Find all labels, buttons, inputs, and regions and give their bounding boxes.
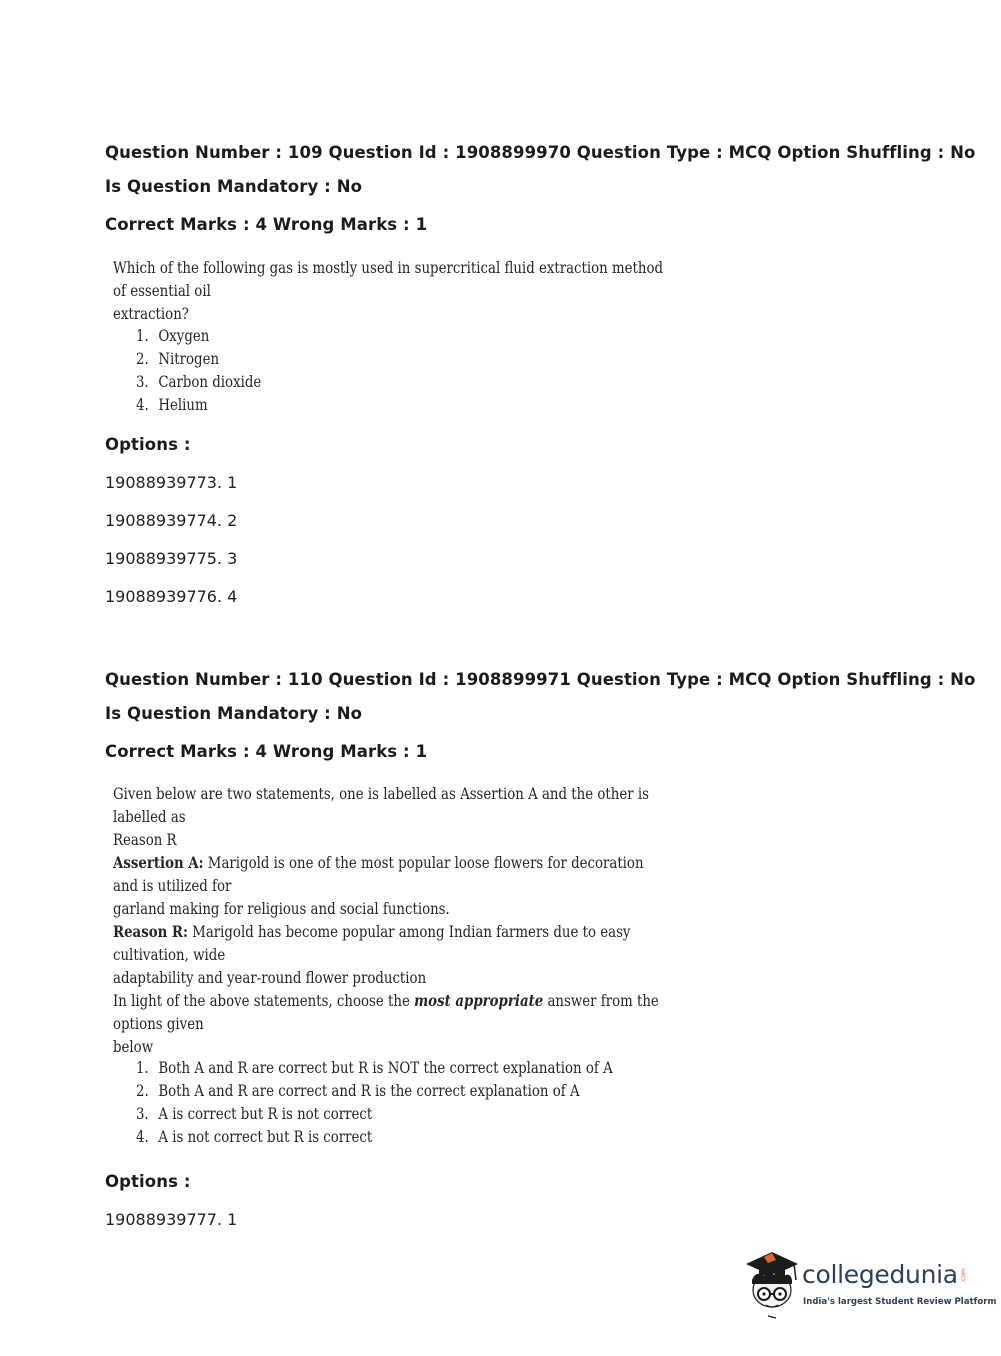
q109-options-label: Options : xyxy=(105,435,191,454)
q109-option-1: 19088939773. 1 xyxy=(105,473,238,492)
q110-choice-list xyxy=(136,1057,613,1149)
q109-marks: Correct Marks : 4 Wrong Marks : 1 xyxy=(105,215,428,234)
q109-meta-line2: Is Question Mandatory : No xyxy=(105,177,363,196)
q109-option-4: 19088939776. 4 xyxy=(105,587,238,606)
brand-name: collegedunia xyxy=(802,1260,958,1289)
q110-intro: Given below are two statements, one is labelled as Assertion A and the other is labelled as Reason R xyxy=(113,785,649,849)
q110-options-label: Options : xyxy=(105,1172,191,1191)
emphasis-text: most appropriate xyxy=(414,991,544,1010)
q109-option-2: 19088939774. 2 xyxy=(105,511,238,530)
assertion-label: Assertion A: xyxy=(113,853,204,872)
q110-marks: Correct Marks : 4 Wrong Marks : 1 xyxy=(105,742,428,761)
q109-choice-list xyxy=(136,325,261,417)
q110-choice-4: 4. A is not correct but R is correct xyxy=(136,1128,373,1146)
q110-option-1: 19088939777. 1 xyxy=(105,1210,238,1229)
reason-label: Reason R: xyxy=(113,922,188,941)
q110-meta-line2: Is Question Mandatory : No xyxy=(105,704,363,723)
collegedunia-logo xyxy=(742,1250,997,1320)
q110-reason: Reason R: Marigold has become popular among Indian farmers due to easy cultivation, wide adaptability and year-round flower production xyxy=(113,922,631,987)
q109-choice-2: 2. Nitrogen xyxy=(136,350,220,368)
q109-choice-3: 3. Carbon dioxide xyxy=(136,373,262,391)
q110-choice-1: 1. Both A and R are correct but R is NOT the correct explanation of A xyxy=(136,1059,613,1077)
brand-suffix: .com xyxy=(959,1268,967,1283)
q110-meta-line1: Question Number : 110 Question Id : 1908899971 Question Type : MCQ Option Shuffling : No xyxy=(105,670,976,689)
q109-meta-line1: Question Number : 109 Question Id : 1908899970 Question Type : MCQ Option Shuffling : No xyxy=(105,143,976,162)
student-mascot-icon xyxy=(742,1250,802,1320)
brand-tagline: India's largest Student Review Platform xyxy=(803,1297,997,1307)
q110-instruction: In light of the above statements, choose the most appropriate answer from the options given below xyxy=(113,991,659,1056)
q110-assertion: Assertion A: Marigold is one of the most popular loose flowers for decoration and is utilized for garland making for religious and social functions. xyxy=(113,853,644,918)
q109-option-3: 19088939775. 3 xyxy=(105,549,238,568)
q109-question-stem: Which of the following gas is mostly used in supercritical fluid extraction method of essential oil extraction? xyxy=(113,259,664,323)
q110-choice-3: 3. A is correct but R is not correct xyxy=(136,1105,373,1123)
q110-choice-2: 2. Both A and R are correct and R is the correct explanation of A xyxy=(136,1082,580,1100)
q109-choice-1: 1. Oxygen xyxy=(136,327,210,345)
q109-choice-4: 4. Helium xyxy=(136,396,208,414)
